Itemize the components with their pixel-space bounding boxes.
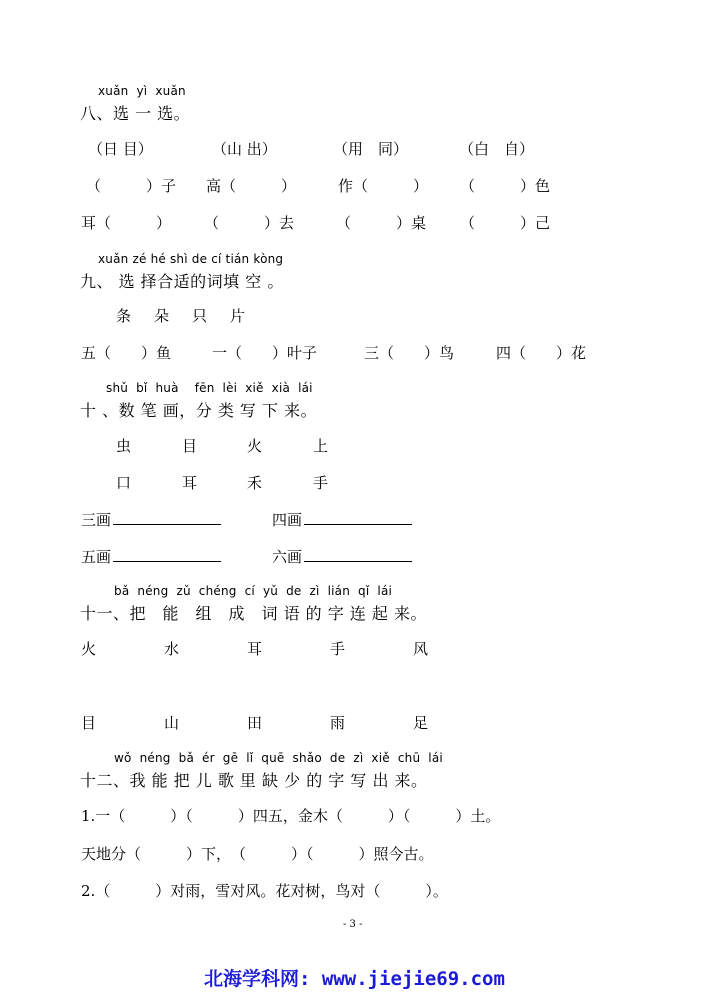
s8-group-2: （山 出）: [212, 140, 277, 158]
s9-title: 九、 选 择合适的词填 空 。: [80, 272, 284, 291]
s8-title: 八、选 一 选。: [80, 104, 191, 123]
answer-blank[interactable]: [304, 547, 412, 562]
s10-char: 禾: [247, 474, 263, 492]
s10-line-label: 四画: [272, 511, 303, 529]
s8-r2-1: 耳（ ）: [81, 214, 172, 232]
s11-top-char[interactable]: 风: [413, 640, 429, 658]
s10-char: 口: [116, 474, 132, 492]
s8-r1-3: 作（ ）: [338, 177, 429, 195]
s11-title: 十一、把 能 组 成 词 语 的 字 连 起 来。: [80, 604, 428, 623]
s8-r1-1: （ ）子: [86, 177, 177, 195]
watermark-link[interactable]: 北海学科网: www.jiejie69.com: [204, 968, 505, 990]
s9-word-bank: 条 朵 只 片: [116, 307, 250, 325]
s8-r2-2: （ ）去: [204, 214, 295, 232]
s10-char: 耳: [182, 474, 198, 492]
s10-line-label: 六画: [272, 548, 303, 566]
s10-answer-line[interactable]: [272, 546, 412, 567]
s8-r2-3: （ ）桌: [336, 214, 427, 232]
s10-line-label: 五画: [81, 548, 112, 566]
s8-pinyin: xuǎn yì xuǎn: [98, 84, 186, 98]
s12-line-3: 2.（ ）对雨，雪对风。花对树，鸟对（ ）。: [81, 882, 448, 900]
s11-top-char[interactable]: 水: [164, 640, 180, 658]
s11-bottom-char[interactable]: 山: [164, 714, 180, 732]
s8-r2-4: （ ）己: [460, 214, 551, 232]
s9-item-4: 四（ ）花: [496, 344, 587, 362]
s10-line-label: 三画: [81, 511, 112, 529]
s9-item-1: 五（ ）鱼: [81, 344, 172, 362]
s11-bottom-char[interactable]: 田: [247, 714, 263, 732]
s11-top-char[interactable]: 耳: [247, 640, 263, 658]
answer-blank[interactable]: [113, 547, 221, 562]
s11-bottom-char[interactable]: 足: [413, 714, 429, 732]
s9-item-3: 三（ ）鸟: [364, 344, 455, 362]
s8-group-1: （日 目）: [88, 140, 153, 158]
s8-r1-4: （ ）色: [460, 177, 551, 195]
s12-line-2: 天地分（ ）下， （ ）（ ）照今古。: [81, 845, 434, 863]
s11-top-char[interactable]: 手: [330, 640, 346, 658]
s8-group-4: （白 自）: [459, 140, 535, 158]
s10-answer-line[interactable]: [81, 546, 221, 567]
s11-bottom-char[interactable]: 雨: [330, 714, 346, 732]
answer-blank[interactable]: [113, 510, 221, 525]
s12-line-1: 1.一（ ）（ ）四五，金木（ ）（ ）土。: [81, 807, 501, 825]
s10-char: 火: [247, 437, 263, 455]
s8-r1-2: 高（ ）: [206, 177, 297, 195]
answer-blank[interactable]: [304, 510, 412, 525]
s10-title: 十 、数 笔 画，分 类 写 下 来。: [80, 401, 318, 420]
s10-char: 手: [313, 474, 329, 492]
s9-item-2: 一（ ）叶子: [212, 344, 318, 362]
page-number: - 3 -: [343, 919, 363, 930]
s11-bottom-char[interactable]: 目: [81, 714, 97, 732]
s9-pinyin: xuǎn zé hé shì de cí tián kòng: [98, 252, 284, 266]
s12-title: 十二、我 能 把 儿 歌 里 缺 少 的 字 写 出 来。: [80, 771, 428, 790]
s10-pinyin: shǔ bǐ huà fēn lèi xiě xià lái: [106, 381, 313, 395]
s11-pinyin: bǎ néng zǔ chéng cí yǔ de zì lián qǐ lái: [114, 584, 393, 598]
s10-char: 虫: [116, 437, 132, 455]
s12-pinyin: wǒ néng bǎ ér gē lǐ quē shǎo de zì xiě chū lái: [114, 751, 443, 765]
s11-top-char[interactable]: 火: [81, 640, 97, 658]
s8-group-3: （用 同）: [333, 140, 409, 158]
s10-answer-line[interactable]: [81, 509, 221, 530]
s10-char: 目: [182, 437, 198, 455]
s10-answer-line[interactable]: [272, 509, 412, 530]
s10-char: 上: [313, 437, 329, 455]
